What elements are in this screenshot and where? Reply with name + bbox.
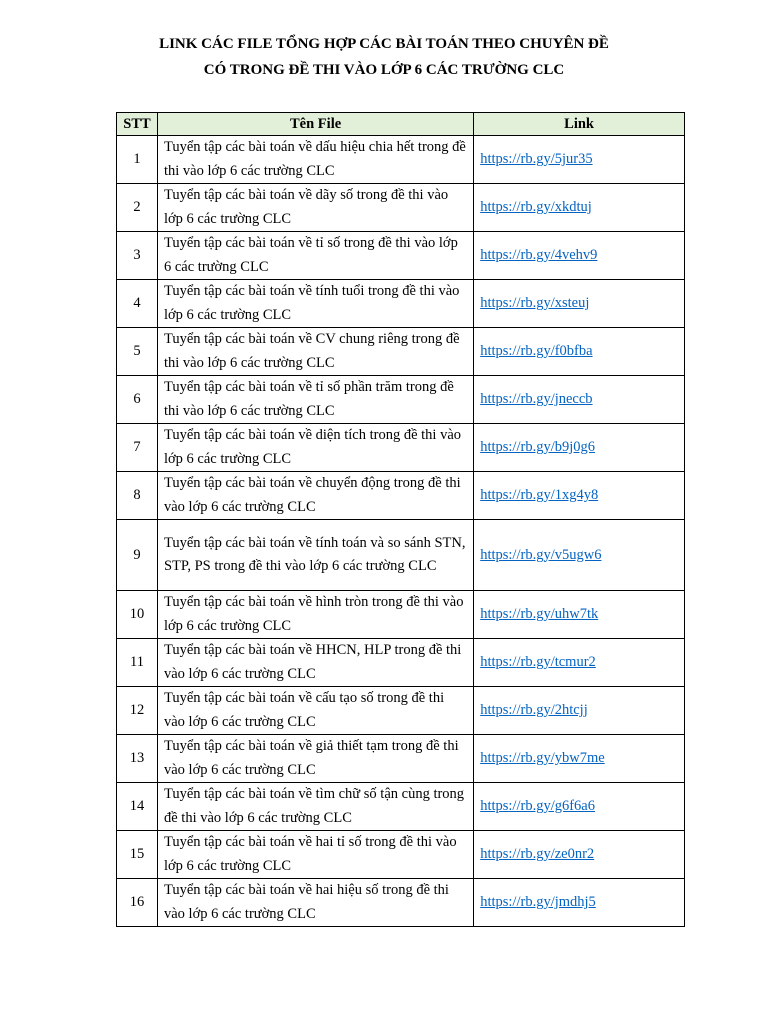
row-stt: 1 bbox=[117, 136, 158, 184]
table-row bbox=[117, 472, 685, 520]
row-file-name: Tuyển tập các bài toán về dãy số trong đề thi vào lớp 6 các trường CLC bbox=[157, 184, 473, 232]
row-file-name: Tuyển tập các bài toán về tỉ số trong đề thi vào lớp 6 các trường CLC bbox=[157, 232, 473, 280]
row-stt: 12 bbox=[117, 687, 158, 735]
table-row bbox=[117, 520, 685, 591]
table-row bbox=[117, 328, 685, 376]
row-file-name: Tuyển tập các bài toán về diện tích trong đề thi vào lớp 6 các trường CLC bbox=[157, 424, 473, 472]
file-table bbox=[116, 112, 685, 927]
table-row bbox=[117, 687, 685, 735]
file-link[interactable]: https://rb.gy/uhw7tk bbox=[480, 606, 599, 622]
row-stt: 13 bbox=[117, 735, 158, 783]
file-link[interactable]: https://rb.gy/4vehv9 bbox=[480, 247, 598, 263]
row-stt: 9 bbox=[117, 520, 158, 591]
file-link[interactable]: https://rb.gy/tcmur2 bbox=[480, 654, 596, 670]
file-link[interactable]: https://rb.gy/f0bfba bbox=[480, 343, 593, 359]
row-stt: 6 bbox=[117, 376, 158, 424]
row-stt: 4 bbox=[117, 280, 158, 328]
table-row bbox=[117, 184, 685, 232]
header-stt: STT bbox=[117, 113, 158, 136]
table-row bbox=[117, 783, 685, 831]
row-file-name: Tuyển tập các bài toán về CV chung riêng trong đề thi vào lớp 6 các trường CLC bbox=[157, 328, 473, 376]
row-file-name: Tuyển tập các bài toán về tỉ số phần trăm trong đề thi vào lớp 6 các trường CLC bbox=[157, 376, 473, 424]
row-file-name: Tuyển tập các bài toán về tìm chữ số tận cùng trong đề thi vào lớp 6 các trường CLC bbox=[157, 783, 473, 831]
row-file-name: Tuyển tập các bài toán về hình tròn trong đề thi vào lớp 6 các trường CLC bbox=[157, 591, 473, 639]
row-link-cell bbox=[474, 879, 685, 927]
row-file-name: Tuyển tập các bài toán về tính tuổi trong đề thi vào lớp 6 các trường CLC bbox=[157, 280, 473, 328]
row-file-name: Tuyển tập các bài toán về chuyển động trong đề thi vào lớp 6 các trường CLC bbox=[157, 472, 473, 520]
title-line-1: LINK CÁC FILE TỔNG HỢP CÁC BÀI TOÁN THEO CHUYÊN ĐỀ bbox=[159, 36, 609, 52]
row-link-cell bbox=[474, 184, 685, 232]
file-link[interactable]: https://rb.gy/g6f6a6 bbox=[480, 798, 595, 814]
row-link-cell bbox=[474, 280, 685, 328]
row-stt: 15 bbox=[117, 831, 158, 879]
table-row bbox=[117, 376, 685, 424]
row-link-cell bbox=[474, 783, 685, 831]
row-link-cell bbox=[474, 639, 685, 687]
table-header-row bbox=[117, 113, 685, 136]
file-link[interactable]: https://rb.gy/ze0nr2 bbox=[480, 846, 595, 862]
file-link[interactable]: https://rb.gy/ybw7me bbox=[480, 750, 605, 766]
file-link[interactable]: https://rb.gy/2htcjj bbox=[480, 702, 588, 718]
row-stt: 8 bbox=[117, 472, 158, 520]
title-line-2: CÓ TRONG ĐỀ THI VÀO LỚP 6 CÁC TRƯỜNG CLC bbox=[203, 62, 565, 78]
row-link-cell bbox=[474, 472, 685, 520]
file-link[interactable]: https://rb.gy/xkdtuj bbox=[480, 199, 592, 215]
table-row bbox=[117, 280, 685, 328]
table-row bbox=[117, 232, 685, 280]
file-link[interactable]: https://rb.gy/jmdhj5 bbox=[480, 894, 596, 910]
table-row bbox=[117, 136, 685, 184]
file-link[interactable]: https://rb.gy/jneccb bbox=[480, 391, 593, 407]
row-link-cell bbox=[474, 328, 685, 376]
row-link-cell bbox=[474, 232, 685, 280]
row-file-name: Tuyển tập các bài toán về hai tỉ số trong đề thi vào lớp 6 các trường CLC bbox=[157, 831, 473, 879]
row-stt: 7 bbox=[117, 424, 158, 472]
file-link[interactable]: https://rb.gy/xsteuj bbox=[480, 295, 590, 311]
row-stt: 11 bbox=[117, 639, 158, 687]
row-stt: 10 bbox=[117, 591, 158, 639]
row-link-cell bbox=[474, 687, 685, 735]
row-file-name: Tuyển tập các bài toán về hai hiệu số trong đề thi vào lớp 6 các trường CLC bbox=[157, 879, 473, 927]
row-link-cell bbox=[474, 376, 685, 424]
row-stt: 2 bbox=[117, 184, 158, 232]
header-link: Link bbox=[474, 113, 685, 136]
table-row bbox=[117, 879, 685, 927]
row-file-name: Tuyển tập các bài toán về dấu hiệu chia hết trong đề thi vào lớp 6 các trường CLC bbox=[157, 136, 473, 184]
header-name: Tên File bbox=[157, 113, 473, 136]
row-link-cell bbox=[474, 520, 685, 591]
row-link-cell bbox=[474, 424, 685, 472]
table-row bbox=[117, 639, 685, 687]
table-row bbox=[117, 591, 685, 639]
table-row bbox=[117, 735, 685, 783]
row-stt: 3 bbox=[117, 232, 158, 280]
file-link[interactable]: https://rb.gy/1xg4y8 bbox=[480, 487, 599, 503]
row-stt: 16 bbox=[117, 879, 158, 927]
row-file-name: Tuyển tập các bài toán về cấu tạo số trong đề thi vào lớp 6 các trường CLC bbox=[157, 687, 473, 735]
file-link[interactable]: https://rb.gy/b9j0g6 bbox=[480, 439, 595, 455]
page-title bbox=[0, 31, 768, 83]
file-link[interactable]: https://rb.gy/v5ugw6 bbox=[480, 546, 602, 563]
table-row bbox=[117, 424, 685, 472]
row-link-cell bbox=[474, 136, 685, 184]
row-link-cell bbox=[474, 831, 685, 879]
file-link[interactable]: https://rb.gy/5jur35 bbox=[480, 151, 593, 167]
row-file-name: Tuyển tập các bài toán về HHCN, HLP trong đề thi vào lớp 6 các trường CLC bbox=[157, 639, 473, 687]
row-stt: 5 bbox=[117, 328, 158, 376]
row-link-cell bbox=[474, 591, 685, 639]
row-file-name: Tuyển tập các bài toán về tính toán và so sánh STN, STP, PS trong đề thi vào lớp 6 các trường CLC bbox=[157, 520, 473, 591]
row-stt: 14 bbox=[117, 783, 158, 831]
row-link-cell bbox=[474, 735, 685, 783]
row-file-name: Tuyển tập các bài toán về giả thiết tạm trong đề thi vào lớp 6 các trường CLC bbox=[157, 735, 473, 783]
table-row bbox=[117, 831, 685, 879]
